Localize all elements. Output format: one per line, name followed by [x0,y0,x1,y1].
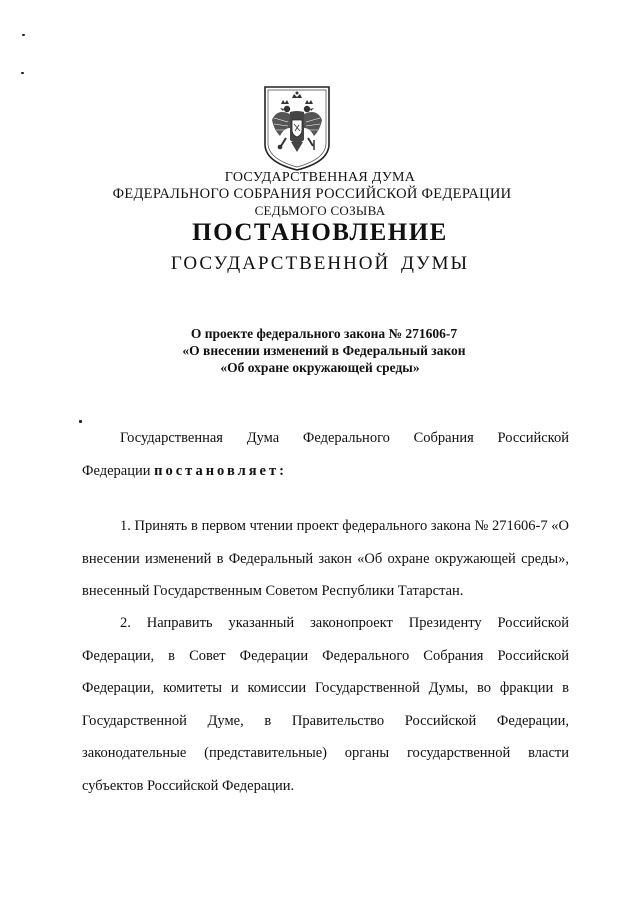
preamble-federation-word: Федерации [82,462,151,479]
document-subtitle: ГОСУДАРСТВЕННОЙ ДУМЫ [170,253,470,274]
item-2-text: 2. Направить указанный законопроект Президенту Российской Федерации, в Совет Федерации Федерального Собрания Российской Федерации, комитеты и комиссии Государственной Думы, во фракции в Государственной Думе, в Правительство Российской Федерации, законодательные (представительные) органы государственной власти субъектов Российской Федерации. [82,615,569,794]
header-line-convocation: СЕДЬМОГО СОЗЫВА [254,203,386,218]
item-1-text: 1. Принять в первом чтении проект федерального закона № 271606-7 «О внесении изменений в Федеральный закон «Об охране окружающей среды», внесенный Государственным Советом Республики Татарстан. [82,518,569,599]
coat-of-arms-emblem-icon [262,84,332,172]
preamble-line-1: Государственная Дума Федерального Собрания Российской [120,430,569,446]
header-line-federal-assembly: ФЕДЕРАЛЬНОГО СОБРАНИЯ РОССИЙСКОЙ ФЕДЕРАЦИИ [112,186,512,202]
subject-line-3: «Об охране окружающей среды» [220,360,420,375]
document-title: ПОСТАНОВЛЕНИЕ [192,219,448,246]
scan-speck [21,72,24,74]
decree-word: постановляет: [154,462,287,479]
scan-speck [22,34,25,36]
header-line-duma: ГОСУДАРСТВЕННАЯ ДУМА [224,170,416,185]
subject-line-2: «О внесении изменений в Федеральный закон [182,343,466,358]
preamble-line-2 [82,455,569,488]
item-1 [82,510,569,608]
item-2 [82,607,569,802]
subject-line-1: О проекте федерального закона № 271606-7 [190,326,458,341]
preamble [82,422,569,487]
